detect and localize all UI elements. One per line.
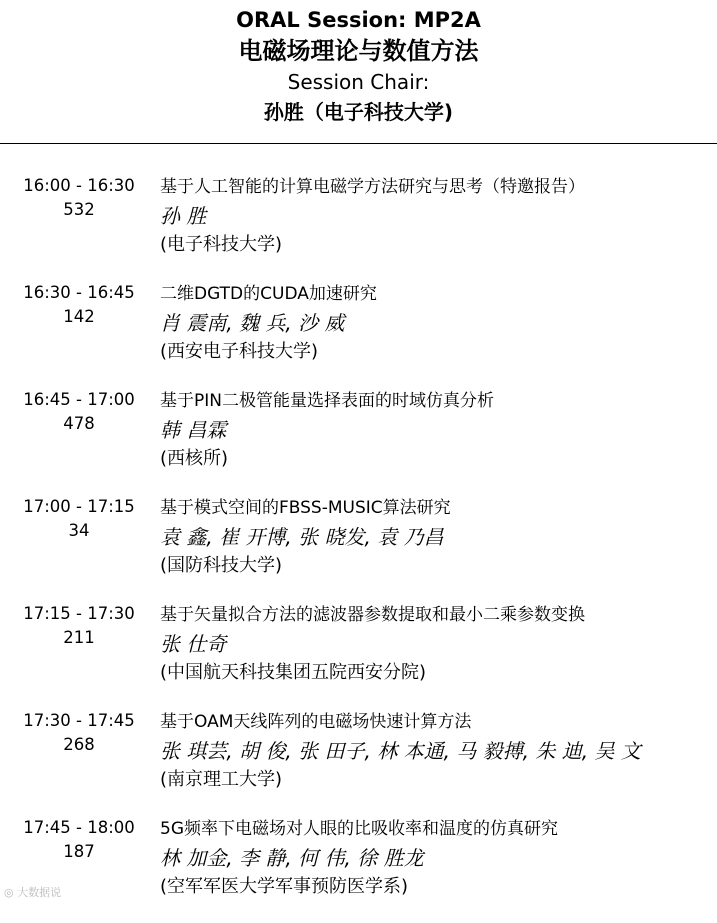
header-divider (0, 143, 717, 144)
session-header (0, 0, 717, 128)
talk-id: 187 (63, 842, 95, 861)
talk-affiliation: (电子科技大学) (160, 234, 283, 255)
talk-time: 16:00 - 16:30 (23, 176, 135, 195)
talk-title: 基于矢量拟合方法的滤波器参数提取和最小二乘参数变换 (160, 605, 585, 625)
session-code: ORAL Session: MP2A (236, 8, 481, 32)
talk-item (0, 281, 717, 388)
talk-id: 34 (68, 521, 90, 540)
talk-item (0, 602, 717, 709)
talk-list (0, 174, 717, 923)
talk-id: 532 (63, 200, 95, 219)
talk-affiliation: (西核所) (160, 448, 229, 469)
talk-item (0, 816, 717, 923)
talk-authors: 张 琪芸, 胡 俊, 张 田子, 林 本通, 马 毅搏, 朱 迪, 吴 文 (160, 739, 641, 763)
talk-title: 基于PIN二极管能量选择表面的时域仿真分析 (160, 391, 494, 411)
talk-authors: 袁 鑫, 崔 开博, 张 晓发, 袁 乃昌 (160, 525, 444, 549)
talk-authors: 林 加金, 李 静, 何 伟, 徐 胜龙 (160, 846, 424, 870)
session-title: 电磁场理论与数值方法 (238, 37, 479, 65)
talk-item (0, 388, 717, 495)
talk-time: 17:45 - 18:00 (23, 818, 135, 837)
talk-title: 基于人工智能的计算电磁学方法研究与思考（特邀报告） (160, 177, 585, 197)
talk-title: 5G频率下电磁场对人眼的比吸收率和温度的仿真研究 (160, 819, 558, 839)
talk-item (0, 174, 717, 281)
talk-affiliation: (南京理工大学) (160, 769, 283, 790)
talk-authors: 张 仕奇 (160, 632, 227, 656)
talk-title: 基于模式空间的FBSS-MUSIC算法研究 (160, 498, 451, 518)
talk-affiliation: (空军军医大学军事预防医学系) (160, 876, 409, 897)
talk-affiliation: (中国航天科技集团五院西安分院) (160, 662, 427, 683)
talk-authors: 肖 震南, 魏 兵, 沙 威 (160, 311, 345, 335)
talk-time: 17:00 - 17:15 (23, 497, 135, 516)
talk-id: 211 (63, 628, 95, 647)
talk-id: 268 (63, 735, 95, 754)
talk-title: 二维DGTD的CUDA加速研究 (160, 284, 377, 304)
talk-affiliation: (西安电子科技大学) (160, 341, 319, 362)
talk-time: 17:15 - 17:30 (23, 604, 135, 623)
talk-authors: 孙 胜 (160, 204, 207, 228)
talk-id: 478 (63, 414, 95, 433)
watermark-logo-icon: ◎ (4, 886, 18, 899)
talk-time: 17:30 - 17:45 (23, 711, 135, 730)
watermark (4, 884, 61, 900)
talk-item (0, 495, 717, 602)
session-chair-label: Session Chair: (287, 70, 430, 94)
watermark-text: 大数据说 (17, 886, 62, 899)
session-chair: 孙胜（电子科技大学) (263, 100, 454, 124)
talk-item (0, 709, 717, 816)
talk-time: 16:30 - 16:45 (23, 283, 135, 302)
talk-affiliation: (国防科技大学) (160, 555, 283, 576)
talk-authors: 韩 昌霖 (160, 418, 227, 442)
talk-time: 16:45 - 17:00 (23, 390, 135, 409)
talk-id: 142 (63, 307, 95, 326)
talk-title: 基于OAM天线阵列的电磁场快速计算方法 (160, 712, 472, 732)
